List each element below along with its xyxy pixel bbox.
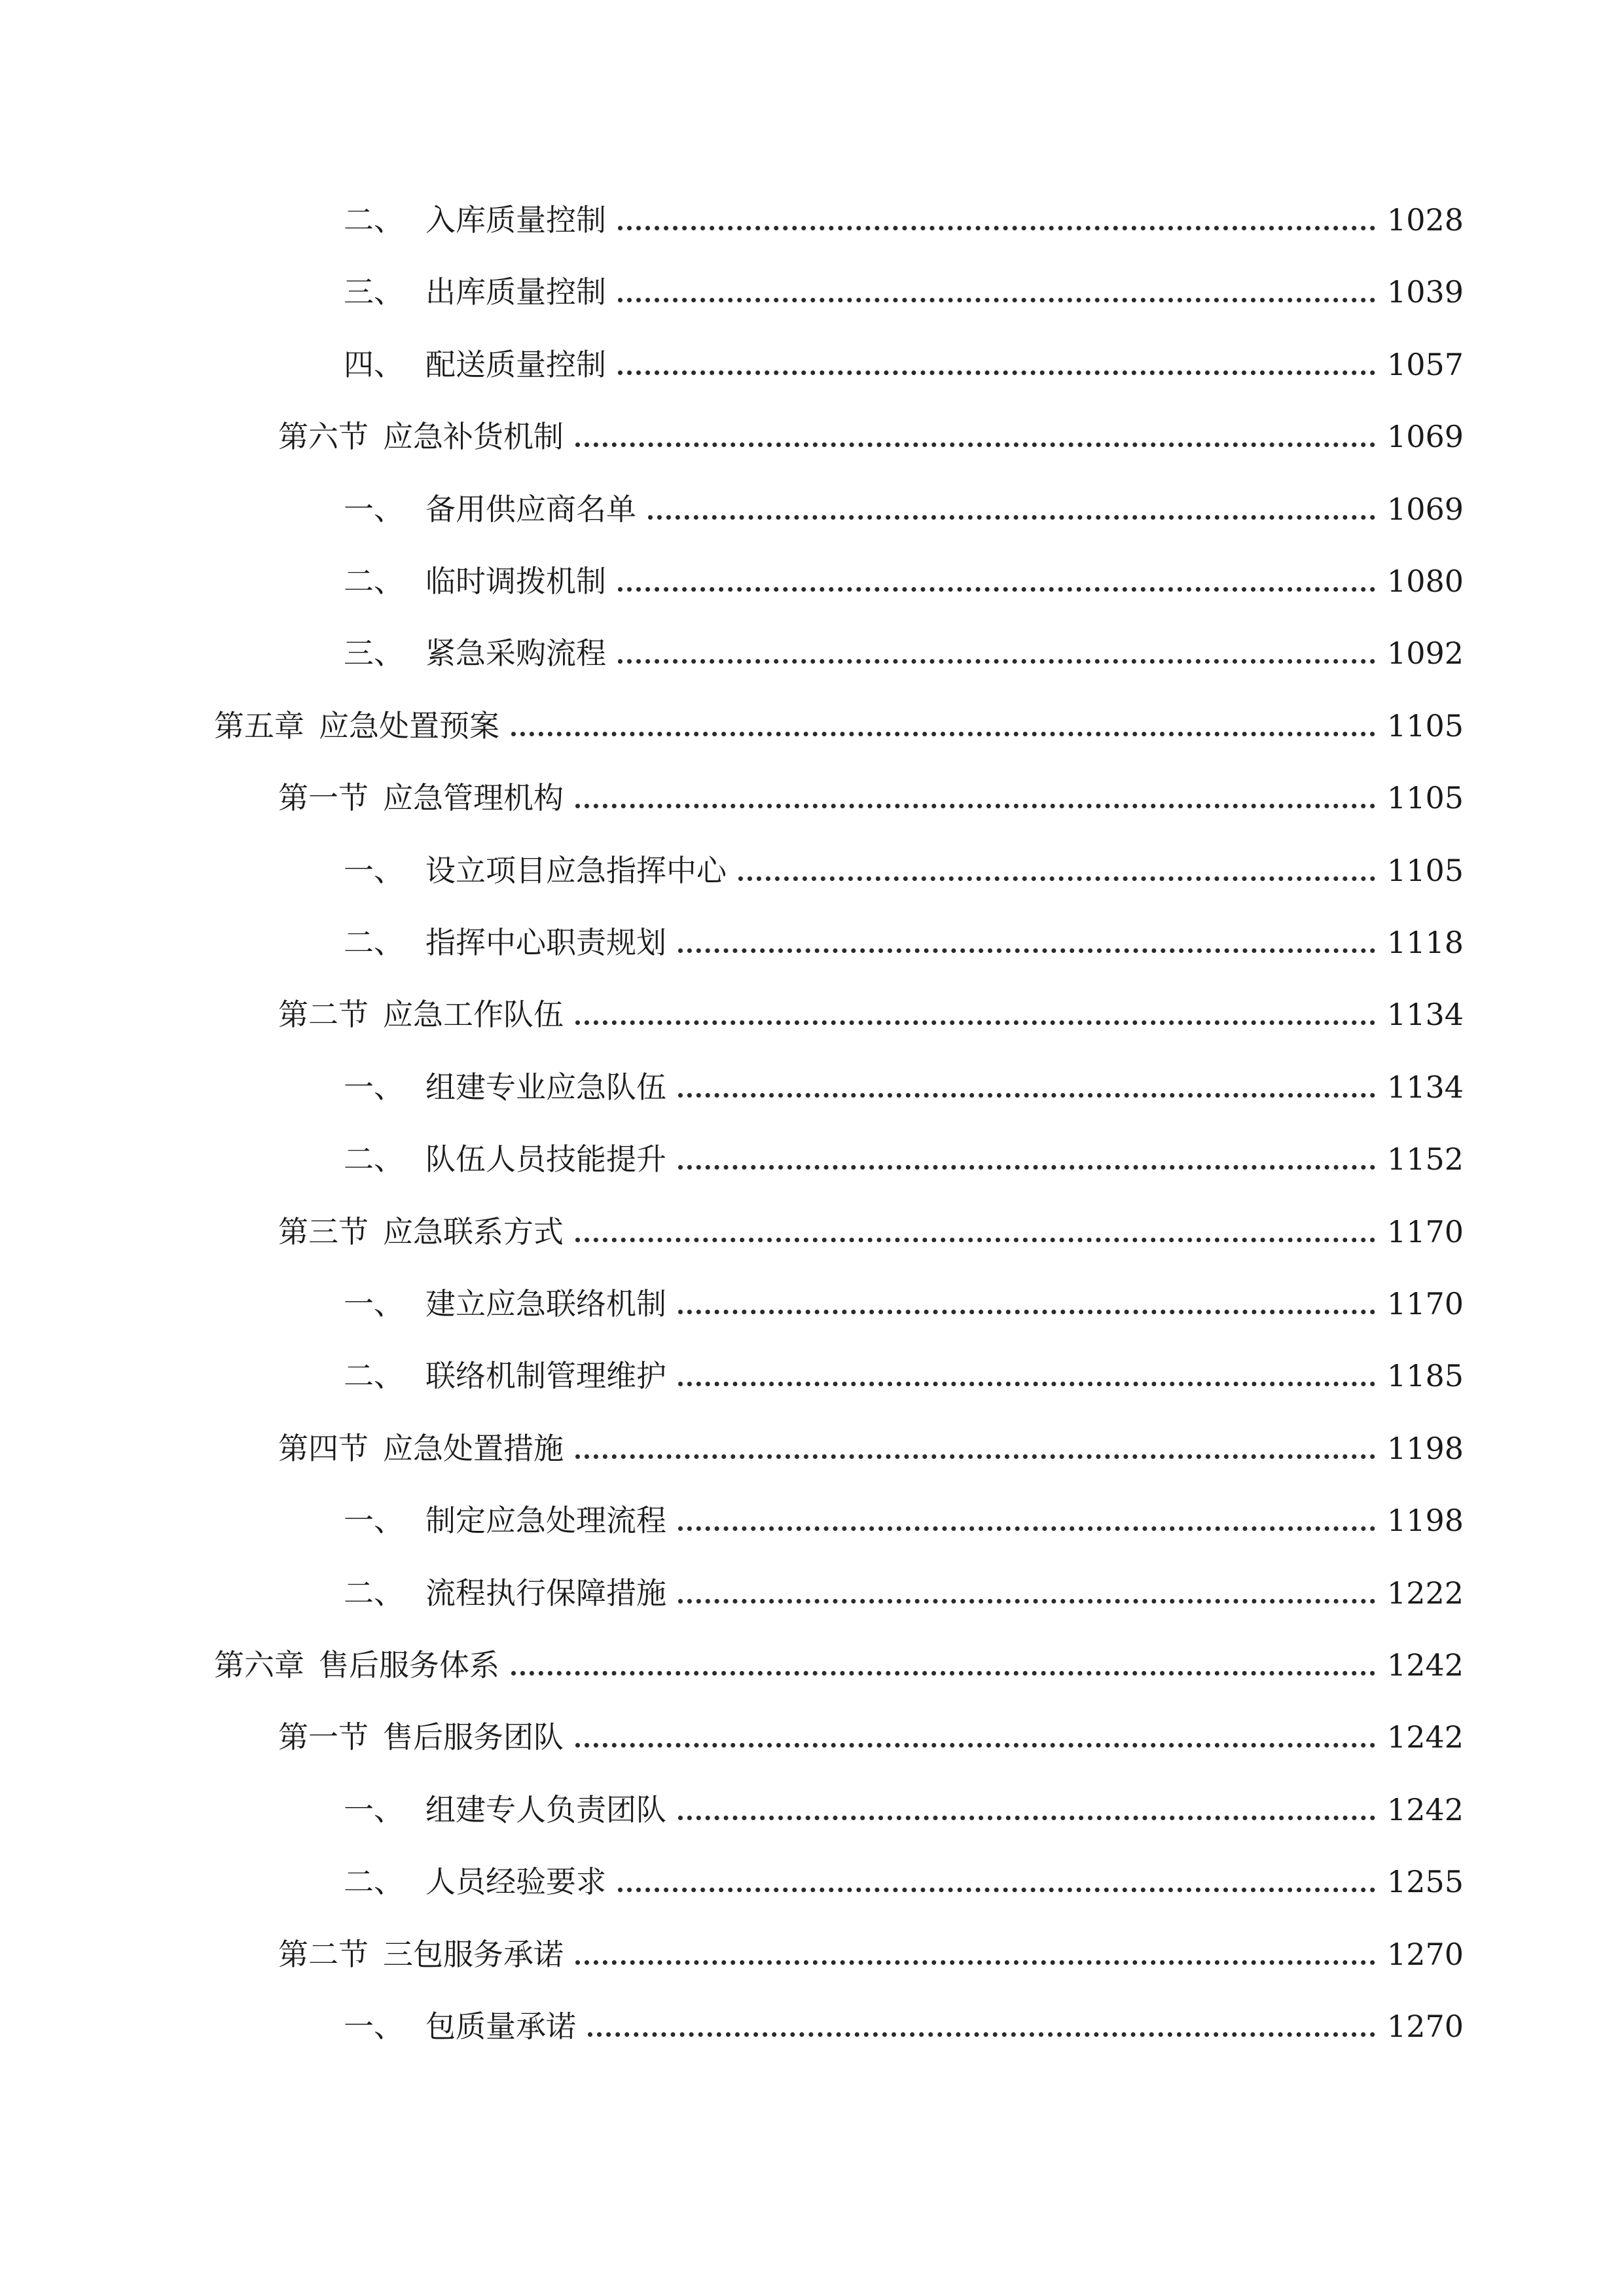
- toc-dot-leader: [618, 659, 1375, 664]
- toc-entry-title: 指挥中心职责规划: [425, 925, 666, 960]
- toc-entry-label: [214, 708, 499, 744]
- toc-page-number: 1057: [1386, 346, 1464, 382]
- toc-entry-label: [344, 563, 606, 600]
- toc-entry[interactable]: [344, 1564, 1464, 1611]
- toc-entry-label: [344, 852, 727, 889]
- toc-entry-number: 三、: [344, 274, 404, 310]
- toc-dot-leader: [738, 876, 1375, 881]
- toc-entry-label: [278, 1213, 564, 1250]
- toc-dot-leader: [575, 1238, 1375, 1242]
- toc-entry-number: 一、: [344, 1069, 404, 1105]
- toc-page-number: 1270: [1386, 1936, 1464, 1972]
- toc-entry-number: 二、: [344, 1864, 404, 1900]
- toc-entry-number: 第二节: [278, 1936, 369, 1972]
- toc-page-number: 1092: [1386, 636, 1464, 672]
- toc-page-number: 1105: [1386, 852, 1464, 888]
- toc-entry-title: 应急管理机构: [383, 780, 564, 816]
- toc-entry-title: 流程执行保障措施: [425, 1575, 666, 1611]
- toc-entry-title: 售后服务团队: [383, 1719, 564, 1755]
- toc-page-number: 1185: [1386, 1358, 1464, 1394]
- toc-entry[interactable]: [278, 769, 1464, 816]
- toc-page-number: 1080: [1386, 564, 1464, 599]
- toc-entry[interactable]: [344, 624, 1464, 672]
- toc-entry-label: [278, 996, 564, 1033]
- toc-entry[interactable]: [278, 1420, 1464, 1467]
- toc-entry-title: 应急联系方式: [383, 1213, 564, 1249]
- toc-entry[interactable]: [278, 1708, 1464, 1755]
- toc-entry-number: 第六章: [214, 1647, 304, 1683]
- toc-entry-title: 临时调拨机制: [425, 564, 606, 599]
- toc-entry-title: 三包服务承诺: [383, 1936, 564, 1972]
- toc-entry-title: 配送质量控制: [425, 346, 606, 382]
- toc-dot-leader: [575, 1743, 1375, 1748]
- toc-entry-number: 二、: [344, 925, 404, 960]
- toc-entry-number: 二、: [344, 1575, 404, 1611]
- toc-entry[interactable]: [344, 914, 1464, 961]
- toc-page-number: 1198: [1386, 1430, 1464, 1466]
- toc-page-number: 1118: [1386, 925, 1464, 960]
- toc-entry[interactable]: [344, 552, 1464, 600]
- toc-entry-title: 入库质量控制: [425, 202, 606, 238]
- toc-dot-leader: [618, 587, 1375, 592]
- toc-page-number: 1028: [1386, 202, 1464, 238]
- toc-dot-leader: [575, 1960, 1375, 1965]
- toc-entry-label: [278, 418, 564, 455]
- toc-entry-title: 紧急采购流程: [425, 636, 606, 672]
- toc-entry-label: [344, 1502, 666, 1539]
- toc-entry-title: 组建专人负责团队: [425, 1791, 666, 1827]
- toc-dot-leader: [678, 1816, 1375, 1820]
- toc-page-number: 1039: [1386, 274, 1464, 310]
- toc-entry-label: [344, 202, 606, 238]
- toc-entry-number: 第一节: [278, 780, 369, 816]
- toc-entry-title: 应急处置措施: [383, 1430, 564, 1466]
- toc-page-number: 1198: [1386, 1503, 1464, 1539]
- toc-dot-leader: [678, 1382, 1375, 1386]
- toc-entry-title: 设立项目应急指挥中心: [425, 852, 727, 888]
- toc-entry[interactable]: [214, 697, 1464, 744]
- toc-entry-label: [344, 1863, 606, 1900]
- toc-entry[interactable]: [344, 480, 1464, 528]
- toc-dot-leader: [618, 298, 1375, 302]
- toc-page-number: 1242: [1386, 1719, 1464, 1755]
- toc-entry[interactable]: [344, 1853, 1464, 1900]
- toc-entry[interactable]: [344, 1492, 1464, 1539]
- toc-entry-label: [344, 2008, 576, 2045]
- toc-dot-leader: [618, 1888, 1375, 1892]
- toc-entry-title: 出库质量控制: [425, 274, 606, 310]
- toc-entry-title: 应急工作队伍: [383, 997, 564, 1033]
- toc-entry-number: 第五章: [214, 708, 304, 744]
- toc-dot-leader: [511, 732, 1375, 736]
- toc-page-number: 1255: [1386, 1864, 1464, 1900]
- toc-entry[interactable]: [344, 1998, 1464, 2045]
- toc-entry-label: [278, 1936, 564, 1973]
- toc-page-number: 1170: [1386, 1213, 1464, 1249]
- toc-entry[interactable]: [344, 1275, 1464, 1322]
- toc-dot-leader: [575, 1454, 1375, 1459]
- toc-entry-number: 二、: [344, 202, 404, 238]
- toc-entry-number: 一、: [344, 2009, 404, 2044]
- toc-page-number: 1270: [1386, 2009, 1464, 2044]
- toc-page-number: 1134: [1386, 997, 1464, 1033]
- toc-dot-leader: [678, 1310, 1375, 1314]
- toc-entry-label: [344, 491, 636, 528]
- toc-dot-leader: [511, 1671, 1375, 1676]
- toc-entry-title: 售后服务体系: [319, 1647, 499, 1683]
- toc-entry[interactable]: [344, 1781, 1464, 1828]
- toc-dot-leader: [678, 1526, 1375, 1531]
- toc-entry-label: [344, 635, 606, 672]
- toc-entry[interactable]: [344, 191, 1464, 238]
- toc-entry[interactable]: [344, 263, 1464, 310]
- toc-entry-title: 应急处置预案: [319, 708, 499, 744]
- toc-page-number: 1152: [1386, 1141, 1464, 1177]
- toc-entry-number: 第二节: [278, 997, 369, 1033]
- toc-entry[interactable]: [344, 1347, 1464, 1394]
- toc-entry[interactable]: [214, 1636, 1464, 1683]
- toc-page-number: 1242: [1386, 1647, 1464, 1683]
- toc-dot-leader: [678, 1093, 1375, 1098]
- toc-dot-leader: [575, 1020, 1375, 1025]
- toc-entry-label: [344, 1357, 666, 1394]
- toc-entry-number: 一、: [344, 1503, 404, 1539]
- toc-entry[interactable]: [278, 1926, 1464, 1973]
- toc-entry-number: 一、: [344, 852, 404, 888]
- toc-entry-number: 二、: [344, 1141, 404, 1177]
- toc-entry-label: [278, 1719, 564, 1755]
- toc-entry-number: 二、: [344, 564, 404, 599]
- toc-entry-number: 三、: [344, 636, 404, 672]
- toc-entry-title: 建立应急联络机制: [425, 1286, 666, 1321]
- toc-entry[interactable]: [278, 408, 1464, 455]
- toc-entry-title: 应急补货机制: [383, 419, 564, 455]
- toc-entry-number: 第一节: [278, 1719, 369, 1755]
- toc-dot-leader: [678, 948, 1375, 953]
- toc-entry[interactable]: [344, 1058, 1464, 1105]
- toc-dot-leader: [678, 1599, 1375, 1604]
- toc-page-number: 1242: [1386, 1791, 1464, 1827]
- toc-entry-number: 二、: [344, 1358, 404, 1394]
- toc-page-number: 1222: [1386, 1575, 1464, 1611]
- toc-entry-title: 人员经验要求: [425, 1864, 606, 1900]
- toc-entry-title: 队伍人员技能提升: [425, 1141, 666, 1177]
- toc-dot-leader: [575, 804, 1375, 808]
- toc-entry-title: 包质量承诺: [425, 2009, 576, 2044]
- toc-entry-label: [344, 1791, 666, 1828]
- toc-entry-number: 四、: [344, 346, 404, 382]
- toc-dot-leader: [678, 1165, 1375, 1170]
- toc-entry-label: [344, 1069, 666, 1105]
- toc-entry-number: 第六节: [278, 419, 369, 455]
- toc-entry-number: 一、: [344, 1791, 404, 1827]
- toc-entry-number: 一、: [344, 491, 404, 527]
- toc-page-number: 1105: [1386, 708, 1464, 744]
- toc-dot-leader: [575, 442, 1375, 447]
- toc-dot-leader: [618, 226, 1375, 230]
- toc-dot-leader: [618, 370, 1375, 375]
- toc-dot-leader: [588, 2032, 1375, 2037]
- toc-entry-label: [344, 1575, 666, 1611]
- toc-page-number: 1105: [1386, 780, 1464, 816]
- toc-entry[interactable]: [344, 842, 1464, 889]
- toc-entry-label: [344, 1285, 666, 1322]
- toc-entry-title: 联络机制管理维护: [425, 1358, 666, 1394]
- toc-page-number: 1170: [1386, 1286, 1464, 1321]
- toc-entry-label: [344, 924, 666, 961]
- toc-entry-number: 第三节: [278, 1213, 369, 1249]
- toc-entry[interactable]: [278, 1203, 1464, 1250]
- toc-page-number: 1069: [1386, 491, 1464, 527]
- toc-entry-number: 第四节: [278, 1430, 369, 1466]
- toc-entry-title: 制定应急处理流程: [425, 1503, 666, 1539]
- toc-entry[interactable]: [344, 1130, 1464, 1177]
- toc-entry[interactable]: [278, 986, 1464, 1033]
- toc-entry-title: 备用供应商名单: [425, 491, 636, 527]
- toc-dot-leader: [648, 515, 1375, 520]
- toc-entry-label: [214, 1647, 499, 1683]
- toc-entry-label: [344, 346, 606, 383]
- toc-entry-title: 组建专业应急队伍: [425, 1069, 666, 1105]
- toc-page-number: 1134: [1386, 1069, 1464, 1105]
- toc-entry-label: [278, 780, 564, 816]
- toc-entry-number: 一、: [344, 1286, 404, 1321]
- toc-page-number: 1069: [1386, 419, 1464, 455]
- toc-entry-label: [344, 274, 606, 310]
- toc-entry-label: [344, 1141, 666, 1177]
- toc-entry[interactable]: [344, 336, 1464, 383]
- toc-entry-label: [278, 1430, 564, 1467]
